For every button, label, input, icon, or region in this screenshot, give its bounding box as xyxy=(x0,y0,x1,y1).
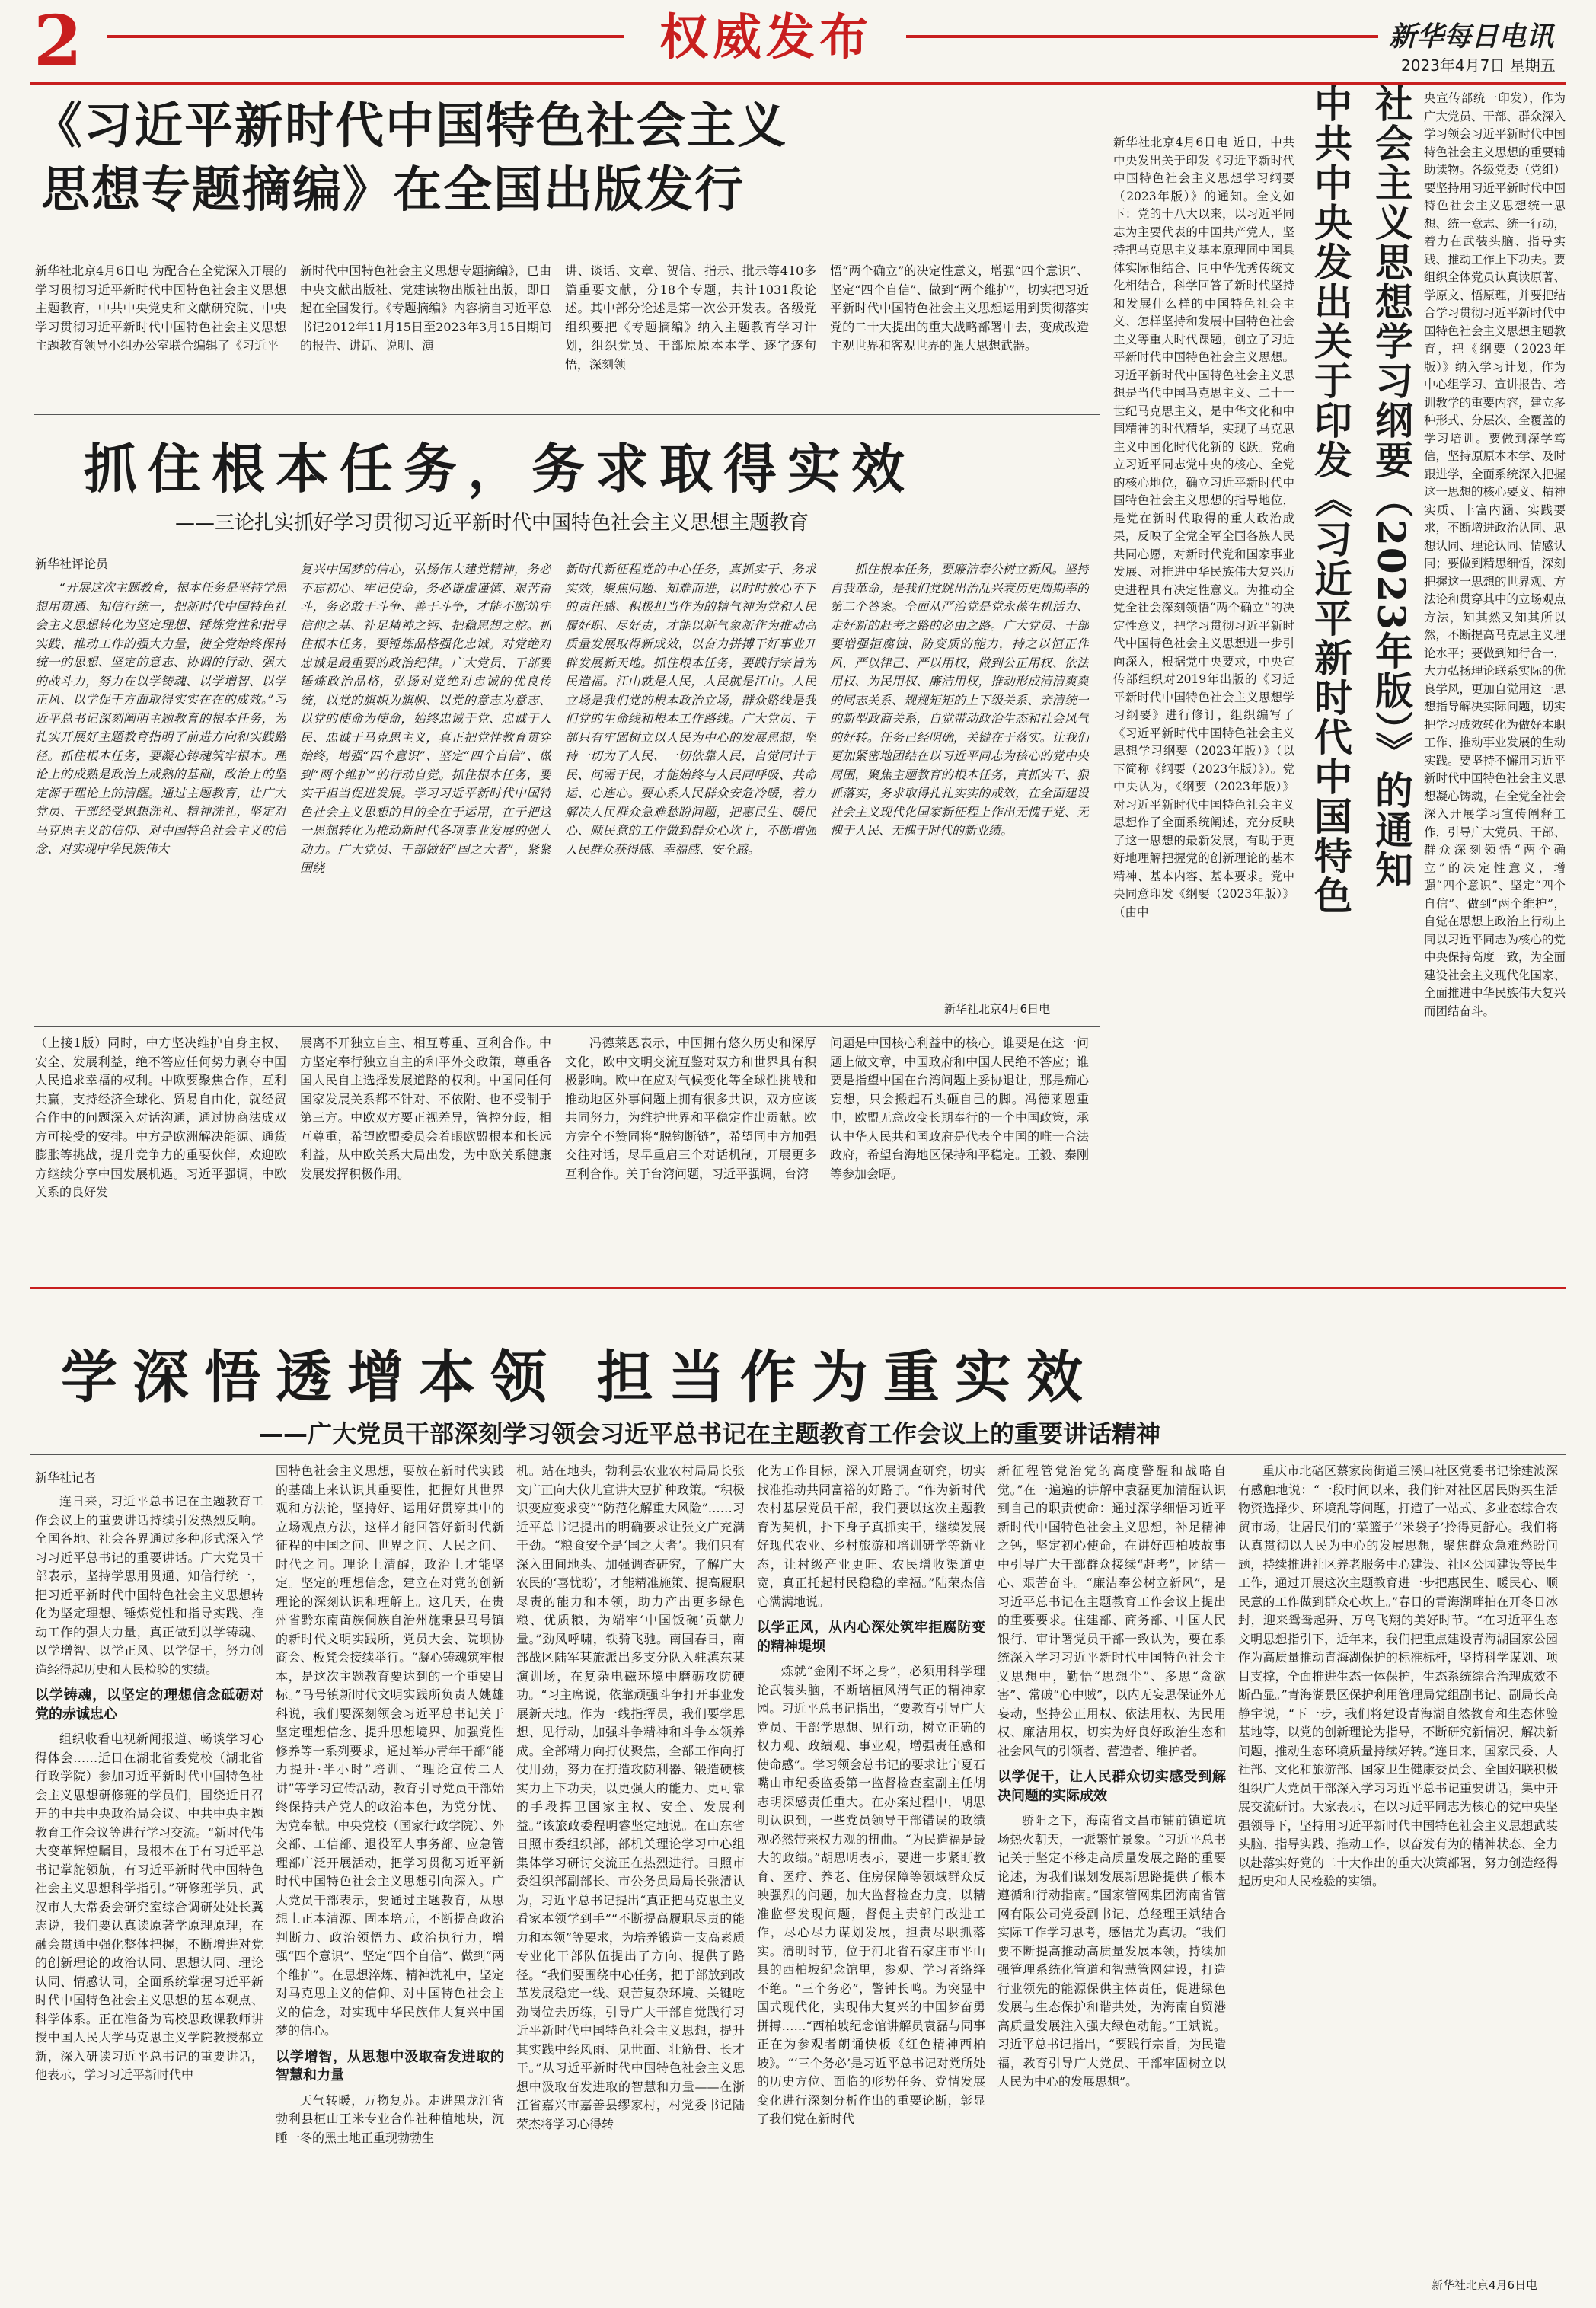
article3-head4: 以学促干，让人民群众切实感受到解决问题的实际成效 xyxy=(998,1769,1226,1804)
notice-col1: 新华社北京4月6日电 近日，中共中央发出关于印发《习近平新时代中国特色社会主义思想学习纲要（2023年版）》的通知。全文如下：党的十八大以来，以习近平同志为主要代表的中国共产党人，坚持把马克思主义基本原理同中国具体实际相结合、同中华优秀传统文化相结合，科学回答了新时代坚持和发展什么样的中国特色社会主义、怎样坚持和发展中国特色社会主义等重大时代课题，创立了习近平新时代中国特色社会主义思想。习近平新时代中国特色社会主义思想是当代中国马克思主义、二十一世纪马克思主义，是中华文化和中国精神的时代精华，实现了马克思主义中国化时代化新的飞跃。党确立习近平同志党中央的核心、全党的核心地位，确立习近平新时代中国特色社会主义思想的指导地位，是党在新时代取得的重大政治成果，反映了全党全军全国各族人民共同心愿，对新时代党和国家事业发展、对推进中华民族伟大复兴历史进程具有决定性意义。为推动全党全社会深刻领悟“两个确立”的决定性意义，把学习贯彻习近平新时代中国特色社会主义思想进一步引向深入，根据党中央要求，中央宣传部组织对2019年出版的《习近平新时代中国特色社会主义思想学习纲要》进行修订，组织编写了《习近平新时代中国特色社会主义思想学习纲要（2023年版）》（以下简称《纲要（2023年版）》）。党中央认为，《纲要（2023年版）》对习近平新时代中国特色社会主义思想作了全面系统阐述，充分反映了这一思想的最新发展，有助于更好地理解把握党的创新理论的基本精神、基本内容、基本要求。党中央同意印发《纲要（2023年版）》（由中 xyxy=(1113,136,1294,919)
article2-col3: 新时代新征程党的中心任务，真抓实干、务求实效，聚焦问题、知难而进，以时时放心不下的责任感、积极担当作为的精气神为党和人民履好职、尽好责，才能以新气象新作为推动高质量发展取得新成效，以奋力拼搏干好事业开辟发展新天地。抓住根本任务，要践行宗旨为民造福。江山就是人民，人民就是江山。人民立场是我们党的根本政治立场，群众路线是我们党的生命线和根本工作路线。广大党员、干部只有牢固树立以人民为中心的发展思想，坚持一切为了人民、一切依靠人民，自觉同计于民、问需于民，才能始终与人民同呼吸、共命运、心连心。要心系人民群众安危冷暖，着力解决人民群众急难愁盼问题，把惠民生、暖民心、顺民意的工作做到群众心坎上，不断增强人民群众获得感、幸福感、安全感。 xyxy=(565,562,816,857)
issue-date: 2023年4月7日 星期五 xyxy=(1401,56,1556,75)
article1-headline-line1: 《习近平新时代中国特色社会主义 xyxy=(34,97,787,155)
article2-divider xyxy=(34,1026,1100,1027)
page-header xyxy=(0,0,1596,84)
article3-head3: 以学正风，从内心深处筑牢拒腐防变的精神堤坝 xyxy=(757,1620,985,1655)
header-rule-left xyxy=(107,35,624,38)
article1-col3: 讲、谈话、文章、贺信、指示、批示等410多篇重要文献，分18个专题，共计1031段论述。其中部分论述是第一次公开发表。各级党组织要把《专题摘编》纳入主题教育学习计划，组织党员、干部原原本本学、逐字逐句悟，深刻领 xyxy=(565,263,816,372)
notice-title-left: 中共中央发出关于印发《习近平新时代中国特色 xyxy=(1308,84,1353,915)
article3-top-rule xyxy=(30,1287,1566,1289)
article3-byline: 新华社记者 xyxy=(35,1470,97,1485)
article1-headline-line2: 思想专题摘编》在全国出版发行 xyxy=(41,161,745,219)
article3-head2: 以学增智，从思想中汲取奋发进取的智慧和力量 xyxy=(276,2048,504,2083)
article1-col1: 新华社北京4月6日电 为配合在全党深入开展的学习贯彻习近平新时代中国特色社会主义思想主题教育，中共中央党史和文献研究院、中央学习贯彻习近平新时代中国特色社会主义思想主题教育领导小组办公室联合编辑了《习近平 xyxy=(35,263,286,353)
article2-col2: 复兴中国梦的信心，弘扬伟大建党精神，务必不忘初心、牢记使命，务必谦虚谨慎、艰苦奋斗，务必敢于斗争、善于斗争，才能不断筑牢信仰之基、补足精神之钙、把稳思想之舵。抓住根本任务，要锤炼品格强化忠诚。对党绝对忠诚是最重要的政治纪律。广大党员、干部要锤炼政治品格，弘扬对党绝对忠诚的优良传统，以党的旗帜为旗帜、以党的意志为意志、以党的使命为使命，始终忠诚于党、忠诚于人民、忠诚于马克思主义，真正把党性教育贯穿始终，增强“四个意识”、坚定“四个自信”、做到“两个维护”的行动自觉。抓住根本任务，要实干担当促进发展。学习习近平新时代中国特色社会主义思想的目的全在于运用，在于把这一思想转化为推动新时代各项事业发展的强大动力。广大党员、干部做好“国之大者”，紧紧围绕 xyxy=(300,562,551,875)
article3-col1: 连日来，习近平总书记在主题教育工作会议上的重要讲话持续引发热烈反响。全国各地、社会各界通过多种形式深入学习习近平总书记的重要讲话。广大党员干部表示，坚持学思用贯通、知信行统一，把习近平新时代中国特色社会主义思想转化为坚定理想、锤炼党性和指导实践、推动工作的强大力量，真正做到以学铸魂、以学增智、以学正风、以学促干，努力创造经得起历史和人民检验的实绩。 以学铸魂，以坚定的理想信念砥砺对党的赤诚忠心 组织收看电视新闻报道、畅谈学习心得体会……近日在湖北省委党校（湖北省行政学院）参加习近平新时代中国特色社会主义思想研修班的学员们，围绕近日召开的中共中央政治局会议、中共中央主题教育工作会议等进行学习交流。“新时代伟大变革辉煌瞩目，最根本在于有习近平总书记掌舵领航，有习近平新时代中国特色社会主义思想科学指引。”研修班学员、武汉市人大常委会研究室综合调研处处长冀志说，我们要认真读原著学原理原理，在融会贯通中强化整体把握，不断增进对党的创新理论的政治认同、思想认同、理论认同、情感认同，全面系统掌握习近平新时代中国特色社会主义思想的基本观点、科学体系。正在准备为高校思政课教师讲授中国人民大学马克思主义学院教授郝立新，深入研读习近平总书记的重要讲话，他表示，学习习近平新时代中 xyxy=(35,1494,263,2082)
article3-head1: 以学铸魂，以坚定的理想信念砥砺对党的赤诚忠心 xyxy=(35,1687,263,1722)
page-number: 2 xyxy=(34,0,83,82)
article2-col4: 抓住根本任务，要廉洁奉公树立新风。坚持自我革命，是我们党跳出治乱兴衰历史周期率的第二个答案。全面从严治党是党永葆生机活力、走好新的赶考之路的必由之路。广大党员、干部要增强拒腐蚀、防变质的能力，持之以恒正作风，严以律己、严以用权，做到公正用权、依法用权、为民用权、廉洁用权，推动形成清清爽爽的同志关系、规规矩矩的上下级关系、亲清统一的新型政商关系，自觉带动政治生态和社会风气的好转。任务已经明确，关键在于落实。让我们更加紧密地团结在以习近平同志为核心的党中央周围，聚焦主题教育的根本任务，真抓实干、狠抓落实，务求取得扎扎实实的成效，在全面建设社会主义现代化国家新征程上作出无愧于党、无愧于人民、无愧于时代的新业绩。 xyxy=(830,562,1089,838)
article3-subtitle: ——广大党员干部深刻学习领会习近平总书记在主题教育工作会议上的重要讲话精神 xyxy=(259,1419,1161,1448)
article3-col6: 重庆市北碚区蔡家岗街道三溪口社区党委书记徐建波深有感触地说：“一段时间以来，我们针对社区居民购买生活物资选择少、环境乱等问题，打造了一站式、多业态综合农贸市场，让居民们的‘菜篮子’‘米袋子’拎得更舒心。我们将认真贯彻以人民为中心的发展思想，聚焦群众急难愁盼问题，持续推进社区养老服务中心建设、社区公园建设等民生工作，通过开展这次主题教育进一步把惠民生、暖民心、顺民意的工作做到群众心坎上。”春日的青海湖畔拍在开冬日冰封，迎来鸳鸯起舞、万鸟飞翔的美好时节。“在习近平生态文明思想指引下，近年来，我们把重点建设青海湖国家公园作为高质量推动青海湖保护的标准标杆，坚持科学谋划、项目支撑，全面推进生态一体保护，生态系统综合治理成效不断凸显。”青海湖景区保护利用管理局党组副书记、副局长高静宇说，“下一步，我们将建设青海湖自然教育和生态体验基地等，以党的创新理论为指导，不断研究新情况、解决新问题，推动生态环境质量持续好转。”连日来，国家民委、人社部、文化和旅游部、国家卫生健康委员会、全国妇联积极组织广大党员干部深入学习习近平总书记重要讲话，集中开展交流研讨。大家表示，在以习近平同志为核心的党中央坚强领导下，坚持用习近平新时代中国特色社会主义思想武装头脑、指导实践、推动工作，以奋发有为的精神状态、全力以赴落实好党的二十大作出的重大决策部署，努力创造经得起历史和人民检验的实绩。 xyxy=(1238,1464,1558,1888)
continued-col1: （上接1版）同时，中方坚决维护自身主权、安全、发展利益，绝不答应任何势力剥夺中国人民追求幸福的权利。中欧要聚焦合作，互利共赢，支持经济全球化、贸易自由化，就经贸合作中的问题深入对话沟通，通过协商法成双方可接受的安排。中方是欧洲解决能源、通货膨胀等挑战，提升竞争力的重要伙伴，欢迎欧方继续分享中国发展机遇。习近平强调，中欧关系的良好发 xyxy=(35,1036,286,1199)
article3-col5: 新征程管党治党的高度警醒和战略自觉。”在一遍遍的讲解中袁磊更加清醒认识到自己的职责使命：通过深学细悟习近平新时代中国特色社会主义思想，补足精神之钙，坚定初心使命，在讲好西柏坡故事中引导广大干部群众接续“赶考”，团结一心、艰苦奋斗。“廉洁奉公树立新风”，是习近平总书记在主题教育工作会议上提出的重要要求。住建部、商务部、中国人民银行、审计署党员干部一致认为，要在系统深入学习习近平新时代中国特色社会主义思想中，勤悟“思想尘”、多思“贪欲害”、常破“心中贼”，以内无妄思保证外无妄动，坚持公正用权、依法用权、为民用权、廉洁用权，切实为好良好政治生态和社会风气的引领者、营造者、维护者。 以学促干，让人民群众切实感受到解决问题的实际成效 骄阳之下，海南省文昌市铺前镇道坑场热火朝天，一派繁忙景象。“习近平总书记关于坚定不移走高质量发展之路的重要论述，为我们谋划发展新思路提供了根本遵循和行动指南。”国家管网集团海南省管网有限公司党委副书记、总经理王斌结合实际工作学习思考，感悟尤为真切。“我们要不断提高推动高质量发展本领，持续加强管理系统化管道和智慧管网建设，打造行业领先的能源保供主体责任，促进绿色发展与生态保护和谐共处，为海南自贸港高质量发展注入强大绿色动能。”王斌说。习近平总书记指出，“要践行宗旨，为民造福，教育引导广大党员、干部牢固树立以人民为中心的发展思想”。 xyxy=(998,1464,1226,2089)
article1-divider xyxy=(34,414,1100,415)
article2-byline: 新华社评论员 xyxy=(35,557,109,571)
article3-headline: 学深悟透增本领 担当作为重实效 xyxy=(61,1345,1098,1410)
article2-headline: 抓住根本任务，务求取得实效 xyxy=(84,437,915,500)
article3-subtitle-rule xyxy=(30,1454,1566,1455)
article3-col4: 化为工作目标，深入开展调查研究，切实找准推动共同富裕的好路子。“作为新时代农村基层党员干部，我们要以这次主题教育为契机，扑下身子真抓实干，继续发展好现代农业、乡村旅游和培训研学等新业态，让村级产业更旺、农民增收渠道更宽，真正托起村民稳稳的幸福。”陆荣杰信心满满地说。 以学正风，从内心深处筑牢拒腐防变的精神堤坝 炼就“金刚不坏之身”，必须用科学理论武装头脑，不断培植风清气正的精神家园。习近平总书记指出，“要教育引导广大党员、干部学思想、见行动，树立正确的权力观、政绩观、事业观，增强责任感和使命感”。学习领会总书记的要求让宁夏石嘴山市纪委监委第一监督检查室副主任胡志明深感责任重大。在办案过程中，胡思明认识到，一些党员领导干部错误的政绩观必然带来权力观的扭曲。“为民造福是最大的政绩。”胡思明表示，要进一步紧盯教育、医疗、养老、住房保障等领域群众反映强烈的问题，加大监督检查力度，以精准监督发现问题，督促主责部门改进工作，尽心尽力谋划发展，担责尽职抓落实。清明时节，位于河北省石家庄市平山县的西柏坡纪念馆里，参观、学习者络绎不绝。“三个务必”，警钟长鸣。为突显中国式现代化，实现伟大复兴的中国梦奋勇拼搏……“西柏坡纪念馆讲解员袁磊与同事正在为参观者朗诵快板《红色精神西柏坡》。“‘三个务必’是习近平总书记对党所处的历史方位、面临的形势任务、党情发展变化进行深刻分析作出的重要论断，彰显了我们党在新时代 xyxy=(757,1464,985,2126)
article3-col3: 机。站在地头，勃利县农业农村局局长张文广正向大伙儿宣讲大豆扩种政策。“积极识变应变求变”“防范化解重大风险”……习近平总书记提出的明确要求让张文广充满干劲。“粮食安全是‘国之大者’。我们只有深入田间地头、加强调查研究，了解广大农民的‘喜忧盼’，才能精准施策、提高履职尽责的能力和本领，助力产出更多绿色粮、优质粮，为端牢‘中国饭碗’贡献力量。”劲风呼啸，铁骑飞驰。南国春日，南部战区陆军某旅派出多支分队入驻滇东某演训场，在复杂电磁环境中磨砺攻防硬功。“习主席说，依靠顽强斗争打开事业发展新天地。作为一线指挥员，我们要学思想、见行动，加强斗争精神和斗争本领养成。全部精力向打仗聚焦，全部工作向打仗用劲，努力在打造攻防利器、锻造硬核实力上下功夫，以更强大的能力、更可靠的手段捍卫国家主权、安全、发展利益。”该旅政委程明睿坚定地说。在山东省日照市委组织部，部机关理论学习中心组集体学习研讨交流正在热烈进行。日照市委组织部副部长、市公务员局局长张清认为，习近平总书记提出“真正把马克思主义看家本领学到手”“不断提高履职尽责的能力和本领”等要求，为培养锻造一支高素质专业化干部队伍提出了方向、提供了路径。“我们要围绕中心任务，把于部放到改革发展稳定一线、艰苦复杂环境、关键吃劲岗位去历练，引导广大干部自觉践行习近平新时代中国特色社会主义思想，提升其实践中经风雨、见世面、壮筋骨、长才干。”从习近平新时代中国特色社会主义思想中汲取奋发进取的智慧和力量——在浙江省嘉兴市嘉善县缪家村，村党委书记陆荣杰将学习心得转 xyxy=(516,1464,745,2131)
article1-col2: 新时代中国特色社会主义思想专题摘编》，已由中央文献出版社、党建读物出版社出版，即日起在全国发行。《专题摘编》内容摘自习近平总书记2012年11月15日至2023年3月15日期间的报告、讲话、说明、演 xyxy=(300,263,551,353)
notice-title-right: 社会主义思想学习纲要（2023年版）》的通知 xyxy=(1369,84,1414,890)
article2-col1: “开展这次主题教育，根本任务是坚持学思想用贯通、知信行统一，把新时代中国特色社会主义思想转化为坚定理想、锤炼党性和指导实践、推动工作的强大力量，使全党始终保持统一的思想、坚定的意志、协调的行动、强大的战斗力，努力在以学铸魂、以学增智、以学正风、以学促干方面取得实实在在的成效。”习近平总书记深刻阐明主题教育的根本任务，为扎实开展好主题教育指明了前进方向和实践路径。抓住根本任务，要凝心铸魂筑牢根本。理论上的成熟是政治上成熟的基础，政治上的坚定源于理论上的清醒。通过主题教育，让广大党员、干部经受思想洗礼、精神洗礼，坚定对马克思主义的信仰、对中国特色社会主义的信念、对实现中华民族伟大 xyxy=(35,580,286,856)
header-rule-right xyxy=(906,35,1378,38)
article3-dateline: 新华社北京4月6日电 xyxy=(1432,2278,1538,2292)
continued-col4: 问题是中国核心利益中的核心。谁要是在这一问题上做文章，中国政府和中国人民绝不答应；谁要是指望中国在台湾问题上妥协退让，那是痴心妄想，只会搬起石头砸自己的脚。冯德莱恩重申，欧盟无意改变长期奉行的一个中国政策，承认中华人民共和国政府是代表全中国的唯一合法政府，希望台海地区保持和平稳定。王毅、秦刚等参加会晤。 xyxy=(830,1036,1089,1181)
article1-col4: 悟“两个确立”的决定性意义，增强“四个意识”、坚定“四个自信”、做到“两个维护”，切实把习近平新时代中国特色社会主义思想运用到贯彻落实党的二十大提出的重大战略部署中去，变成改造主观世界和客观世界的强大思想武器。 xyxy=(830,263,1089,353)
section-title: 权威发布 xyxy=(659,10,873,66)
article1-headline xyxy=(34,94,1100,222)
continued-col3: 冯德莱恩表示，中国拥有悠久历史和深厚文化，欧中文明交流互鉴对双方和世界具有积极影响。欧中在应对气候变化等全球性挑战和推动地区外事问题上拥有很多共识，双方应该共同努力，为维护世界和平稳定作出贡献。欧方完全不赞同将“脱钩断链”，希望同中方加强交往对话，尽早重启三个对话机制，开展更多互利合作。关于台湾问题，习近平强调，台湾 xyxy=(565,1036,816,1181)
masthead-logo: 新华每日电讯 xyxy=(1389,21,1554,53)
notice-col2: 央宣传部统一印发），作为广大党员、干部、群众深入学习领会习近平新时代中国特色社会主义思想的重要辅助读物。各级党委（党组）要坚持用习近平新时代中国特色社会主义思想统一思想、统一意志、统一行动，着力在武装头脑、指导实践、推动工作上下功夫。要组织全体党员认真读原著、学原文、悟原理，并要把结合学习贯彻习近平新时代中国特色社会主义思想主题教育，把《纲要（2023年版）》纳入学习计划，作为中心组学习、宣讲报告、培训教学的重要内容，建立多种形式、分层次、全覆盖的学习培训。要做到深学笃信，坚持原原本本学、及时跟进学，全面系统深入把握这一思想的核心要义、精神实质、丰富内涵、实践要求，不断增进政治认同、思想认同、理论认同、情感认同；要做到精思细悟，深刻把握这一思想的世界观、方法论和贯穿其中的立场观点方法，知其然又知其所以然，不断提高马克思主义理论水平；要做到知行合一，大力弘扬理论联系实际的优良学风，更加自觉用这一思想指导解决实际问题，切实把学习成效转化为做好本职工作、推动事业发展的生动实践。要坚持不懈用习近平新时代中国特色社会主义思想凝心铸魂，在全党全社会深入开展学习宣传阐释工作，引导广大党员、干部、群众深刻领悟“两个确立”的决定性意义，增强“四个意识”、坚定“四个自信”、做到“两个维护”，自觉在思想上政治上行动上同以习近平同志为核心的党中央保持高度一致，为全面建设社会主义现代化国家、全面推进中华民族伟大复兴而团结奋斗。 xyxy=(1424,91,1566,1018)
article3-col2: 国特色社会主义思想，要放在新时代实践的基础上来认识其重要性，把握好其世界观和方法论，坚持好、运用好贯穿其中的立场观点方法，这样才能回答好新时代新征程的中国之问、世界之问、人民之问、时代之问。理论上清醒，政治上才能坚定。坚定的理想信念，建立在对党的创新理论的深刻认识和理解上。这几天，在贵州省黔东南苗族侗族自治州施秉县马号镇的新时代文明实践所，党员大会、院坝协商会、板凳会接续举行。“凝心铸魂筑牢根本，是这次主题教育要达到的一个重要目标。”马号镇新时代文明实践所负责人姚雄科说，我们要深刻领会习近平总书记关于坚定理想信念、提升思想境界、加强党性修养等一系列要求，通过举办青年干部“能力提升·半小时”培训、“理论宣传二人讲”等学习宣传活动，教育引导党员干部始终保持共产党人的政治本色，为党分忧、为党奉献。中央党校（国家行政学院）、外交部、工信部、退役军人事务部、应急管理部广泛开展活动，把学习贯彻习近平新时代中国特色社会主义思想引向深入。广大党员干部表示，要通过主题教育，从思想上正本清源、固本培元，不断提高政治判断力、政治领悟力、政治执行力，增强“四个意识”、坚定“四个自信”、做到“两个维护”。在思想淬炼、精神洗礼中，坚定对马克思主义的信仰、对中国特色社会主义的信念，对实现中华民族伟大复兴中国梦的信心。 以学增智，从思想中汲取奋发进取的智慧和力量 天气转暖，万物复苏。走进黑龙江省勃利县桓山王米专业合作社种植地块，沉睡一冬的黑土地正重现勃勃生 xyxy=(276,1464,504,2145)
article2-dateline: 新华社北京4月6日电 xyxy=(944,1002,1051,1016)
continued-col2: 展离不开独立自主、相互尊重、互利合作。中方坚定奉行独立自主的和平外交政策，尊重各国人民自主选择发展道路的权利。中国同任何国家发展关系都不针对、不依附、也不受制于第三方。中欧双方要正视差异，管控分歧，相互尊重，希望欧盟委员会着眼欧盟根本和长远利益，从中欧关系大局出发，为中欧关系健康发展发挥积极作用。 xyxy=(300,1036,551,1181)
article2-subtitle: ——三论扎实抓好学习贯彻习近平新时代中国特色社会主义思想主题教育 xyxy=(175,512,809,535)
